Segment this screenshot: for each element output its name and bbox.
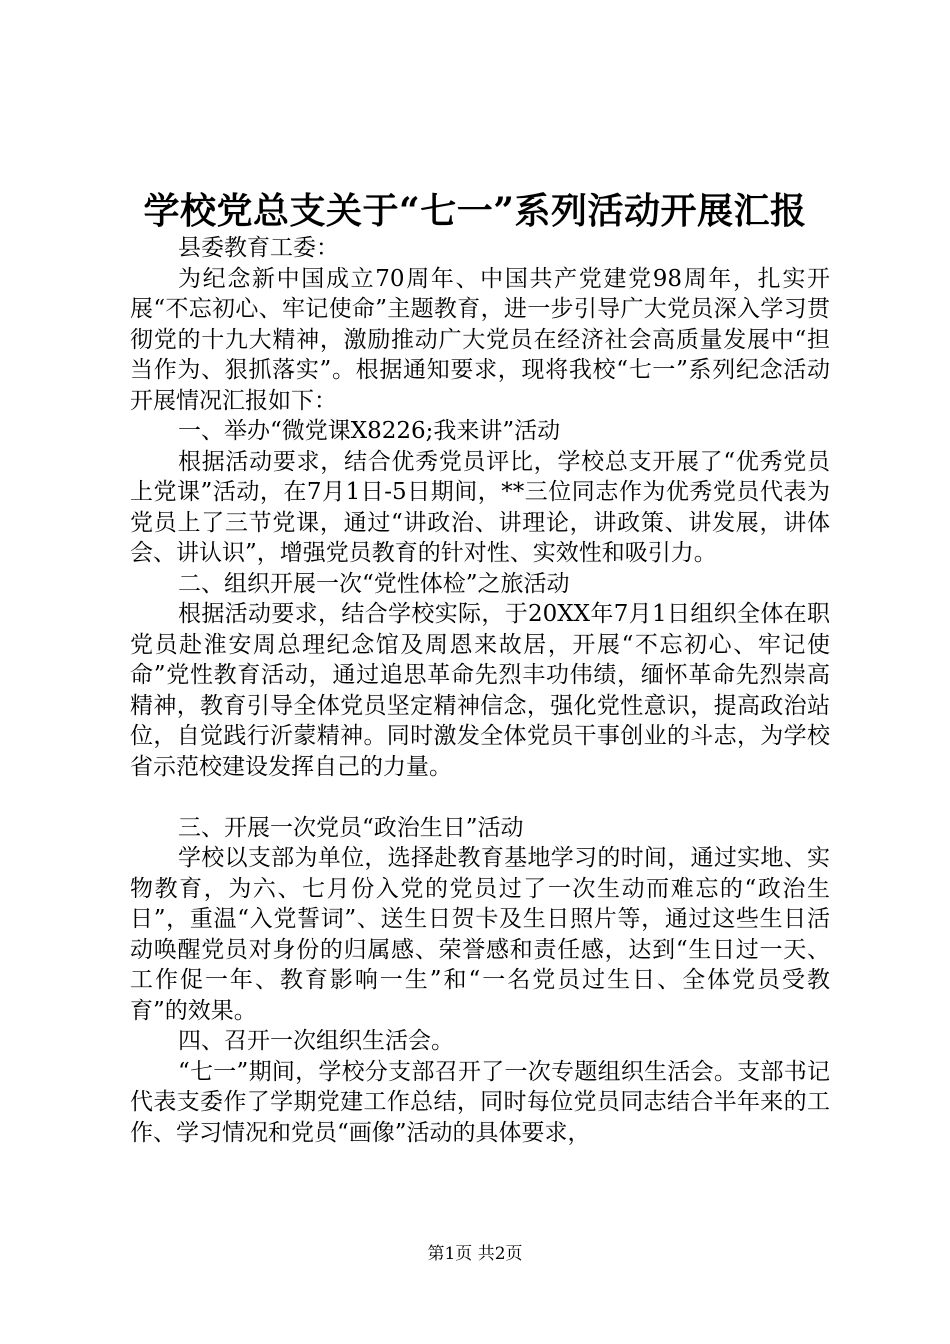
document-body xyxy=(130,233,830,1148)
page-footer: 第1页 共2页 xyxy=(427,1244,523,1264)
paragraph-section-4: “七一”期间，学校分支部召开了一次专题组织生活会。支部书记代表支委作了学期党建工作总结，同时每位党员同志结合半年来的工作、学习情况和党员“画像”活动的具体要求， xyxy=(130,1058,830,1146)
paragraph-section-1: 根据活动要求，结合优秀党员评比，学校总支开展了“优秀党员上党课”活动，在7月1日-5日期间，**三位同志作为优秀党员代表为党员上了三节党课，通过“讲政治、讲理论，讲政策、讲发展，讲体会、讲认识”，增强党员教育的针对性、实效性和吸引力。 xyxy=(130,448,830,566)
paragraph-section-3: 学校以支部为单位，选择赴教育基地学习的时间，通过实地、实物教育，为六、七月份入党的党员过了一次生动而难忘的“政治生日”，重温“入党誓词”、送生日贺卡及生日照片等，通过这些生日活动唤醒党员对身份的归属感、荣誉感和责任感，达到“生日过一天、工作促一年、教育影响一生”和“一名党员过生日、全体党员受教育”的效果。 xyxy=(130,845,830,1024)
section-heading-4: 四、召开一次组织生活会。 xyxy=(178,1028,454,1054)
salutation: 县委教育工委： xyxy=(178,235,339,261)
section-heading-2: 二、组织开展一次“党性体检”之旅活动 xyxy=(178,570,570,597)
paragraph-intro: 为纪念新中国成立70周年、中国共产党建党98周年，扎实开展“不忘初心、牢记使命”主题教育，进一步引导广大党员深入学习贯彻党的十九大精神，激励推动广大党员在经济社会高质量发展中“担当作为、狠抓落实”。根据通知要求，现将我校“七一”系列纪念活动开展情况汇报如下： xyxy=(130,265,830,414)
document-title: 学校党总支关于“七一”系列活动开展汇报 xyxy=(143,190,807,232)
section-heading-3: 三、开展一次党员“政治生日”活动 xyxy=(178,814,524,841)
paragraph-section-2: 根据活动要求，结合学校实际，于20XX年7月1日组织全体在职党员赴淮安周总理纪念馆及周恩来故居，开展“不忘初心、牢记使命”党性教育活动，通过追思革命先烈丰功伟绩，缅怀革命先烈崇高精神，教育引导全体党员坚定精神信念，强化党性意识，提高政治站位，自觉践行沂蒙精神。同时激发全体党员干事创业的斗志，为学校省示范校建设发挥自己的力量。 xyxy=(130,601,830,780)
section-heading-1: 一、举办“微党课X8226;我来讲”活动 xyxy=(178,418,561,444)
